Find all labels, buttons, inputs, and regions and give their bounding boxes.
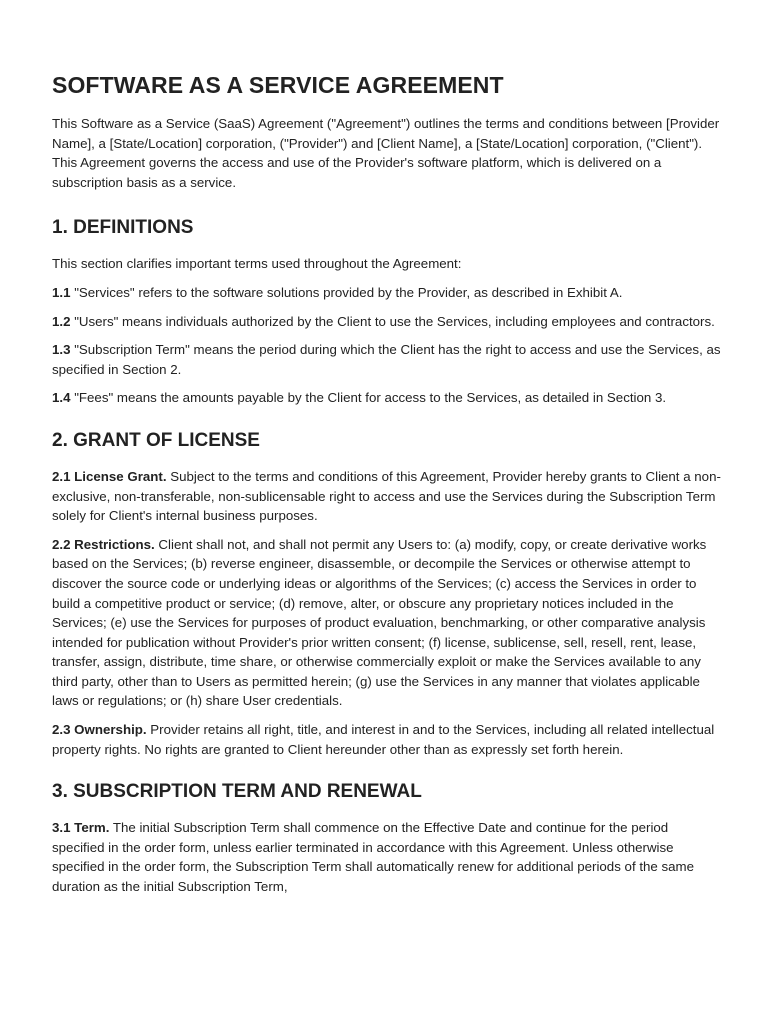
clause-text: Subject to the terms and conditions of this Agreement, Provider hereby grants to Client a non-exclusive, non-transferable, non-sublicensable right to access and use the Services during the Subscription Term solely for Client's internal business purposes. (52, 468, 721, 524)
clause-text: Client shall not, and shall not permit any Users to: (a) modify, copy, or create derivative works based on the Services; (b) reverse engineer, disassemble, or decompile the Services or otherwise attempt to discover the source code or underlying ideas or algorithms of the Services; (c) access the Services in order to build a competitive product or service; (d) remove, alter, or obscure any proprietary notices included in the Services; (e) use the Services for purposes of product evaluation, benchmarking, or other comparative analysis intended for publication without Provider's prior written consent; (f) license, sublicense, sell, resell, rent, lease, transfer, assign, distribute, time share, or otherwise commercially exploit or make the Services available to any third party, other than to Users as permitted herein; (g) use the Services in any manner that violates applicable laws or regulations; or (h) share User credentials. (52, 536, 707, 709)
clause-number: 1.1 (52, 284, 71, 300)
clause-text: Provider retains all right, title, and interest in and to the Services, including all related intellectual property rights. No rights are granted to Client hereunder other than as expressly set forth herein. (52, 722, 715, 757)
clause-text: "Subscription Term" means the period during which the Client has the right to access and use the Services, as specified in Section 2. (52, 342, 721, 377)
clause-label: 2.3 Ownership. (52, 722, 147, 738)
document-page (52, 70, 722, 906)
clause-label: 2.2 Restrictions. (52, 536, 155, 552)
clause-2-2 (52, 535, 722, 711)
clause-label: 2.1 License Grant. (52, 468, 167, 484)
definition-1-4 (52, 388, 722, 408)
section-2-heading: 2. GRANT OF LICENSE (52, 429, 260, 451)
clause-number: 1.4 (52, 390, 71, 406)
clause-text: "Users" means individuals authorized by the Client to use the Services, including employees and contractors. (70, 313, 715, 329)
clause-2-1 (52, 467, 722, 526)
clause-label: 3.1 Term. (52, 820, 110, 836)
clause-2-3 (52, 720, 722, 759)
section-1-heading: 1. DEFINITIONS (52, 217, 194, 239)
clause-number: 1.3 (52, 342, 71, 358)
clause-number: 1.2 (52, 313, 71, 329)
document-title: SOFTWARE AS A SERVICE AGREEMENT (52, 72, 504, 98)
clause-text: "Fees" means the amounts payable by the Client for access to the Services, as detailed in Section 3. (70, 390, 667, 406)
clause-3-1 (52, 818, 722, 896)
section-1-intro: This section clarifies important terms used throughout the Agreement: (52, 256, 462, 272)
clause-text: The initial Subscription Term shall commence on the Effective Date and continue for the period specified in the order form, unless earlier terminated in accordance with this Agreement. Unless otherwise specified in the order form, the Subscription Term shall automatically renew for additional periods of the same duration as the initial Subscription Term, (52, 820, 695, 895)
definition-1-1 (52, 283, 722, 303)
section-3-heading: 3. SUBSCRIPTION TERM AND RENEWAL (52, 781, 422, 803)
clause-text: "Services" refers to the software solutions provided by the Provider, as described in Exhibit A. (70, 284, 623, 300)
definition-1-3 (52, 340, 722, 379)
intro-paragraph: This Software as a Service (SaaS) Agreement ("Agreement") outlines the terms and conditions between [Provider Name], a [State/Location] corporation, ("Provider") and [Client Name], a [State/Location] corporation, ("Client"). This Agreement governs the access and use of the Provider's software platform, which is delivered on a subscription basis as a service. (52, 116, 720, 190)
definition-1-2 (52, 312, 722, 332)
